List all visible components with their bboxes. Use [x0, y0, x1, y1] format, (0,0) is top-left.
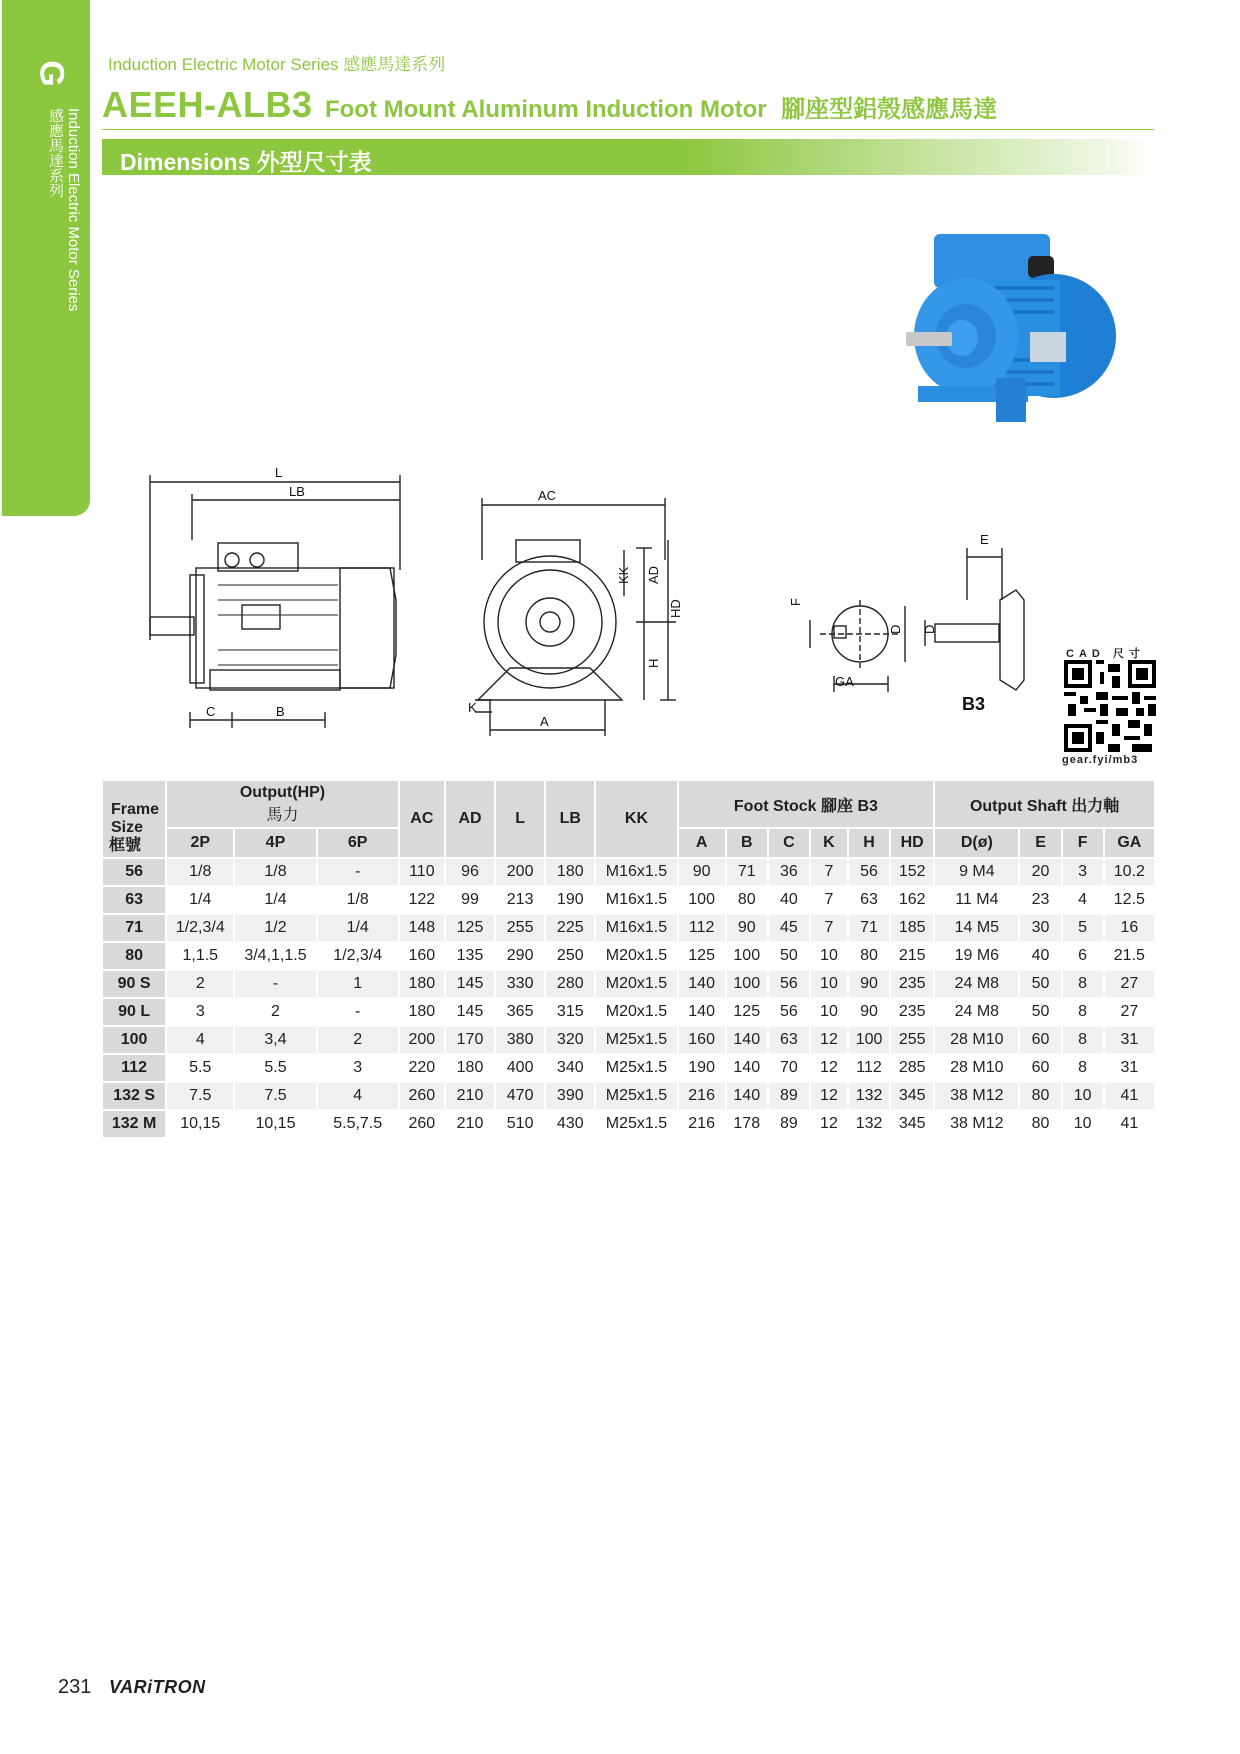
header-output — [166, 780, 399, 828]
table-cell: 162 — [890, 886, 934, 914]
brand-logo: VARiTRON — [108, 1677, 206, 1697]
table-cell: 255 — [495, 914, 545, 942]
table-cell: 135 — [445, 942, 495, 970]
frame-cn-label: 框號 — [109, 837, 142, 854]
header-f: F — [1062, 828, 1104, 858]
table-cell: 260 — [399, 1110, 445, 1138]
table-cell: 28 M10 — [934, 1054, 1019, 1082]
table-cell: 290 — [495, 942, 545, 970]
header-hd: HD — [890, 828, 934, 858]
table-cell: 210 — [445, 1082, 495, 1110]
table-cell: 122 — [399, 886, 445, 914]
table-cell: 140 — [726, 1026, 768, 1054]
table-cell: 5.5 — [234, 1054, 316, 1082]
title-divider — [102, 129, 1154, 130]
table-cell: 90 — [726, 914, 768, 942]
table-cell: 255 — [890, 1026, 934, 1054]
table-cell: 235 — [890, 970, 934, 998]
header-output-hp: Output(HP) — [239, 783, 326, 801]
table-cell: M16x1.5 — [595, 886, 677, 914]
series-heading: Induction Electric Motor Series 感應馬達系列 — [108, 55, 446, 74]
dim-label-kk: KK — [616, 566, 631, 584]
table-cell: 1 — [317, 970, 399, 998]
model-description-cn: 腳座型鋁殼感應馬達 — [781, 96, 998, 123]
table-row — [102, 1110, 1155, 1138]
table-cell: 260 — [399, 1082, 445, 1110]
table-cell: 213 — [495, 886, 545, 914]
table-cell: 27 — [1104, 998, 1155, 1026]
frame-size-cell: 100 — [102, 1026, 166, 1054]
table-cell: 160 — [678, 1026, 726, 1054]
table-cell: 5.5 — [166, 1054, 234, 1082]
header-h: H — [848, 828, 890, 858]
table-cell: 90 — [848, 970, 890, 998]
table-cell: 80 — [1019, 1110, 1061, 1138]
table-cell: 340 — [545, 1054, 595, 1082]
table-cell: 190 — [678, 1054, 726, 1082]
table-cell: 3 — [166, 998, 234, 1026]
table-cell: 38 M12 — [934, 1082, 1019, 1110]
table-cell: 216 — [678, 1082, 726, 1110]
table-cell: 145 — [445, 998, 495, 1026]
shaft-side-drawing — [925, 548, 1024, 690]
table-cell: M20x1.5 — [595, 970, 677, 998]
table-cell: 12 — [810, 1110, 848, 1138]
table-cell: 140 — [726, 1082, 768, 1110]
table-cell: 4 — [1062, 886, 1104, 914]
table-cell: M25x1.5 — [595, 1110, 677, 1138]
header-foot-stock: Foot Stock 腳座 B3 — [678, 780, 935, 828]
table-cell: 10,15 — [234, 1110, 316, 1138]
header-output-cn: 馬力 — [266, 806, 299, 824]
table-cell: 7 — [810, 914, 848, 942]
table-cell: M25x1.5 — [595, 1054, 677, 1082]
table-cell: 23 — [1019, 886, 1061, 914]
table-cell: 180 — [399, 998, 445, 1026]
table-cell: 170 — [445, 1026, 495, 1054]
dim-label-d-shaft: D — [922, 624, 937, 634]
table-cell: 63 — [768, 1026, 810, 1054]
table-cell: 50 — [1019, 970, 1061, 998]
table-cell: 200 — [495, 858, 545, 886]
header-a: A — [678, 828, 726, 858]
dim-label-c: C — [206, 704, 216, 719]
frame-size-cell: 90 S — [102, 970, 166, 998]
table-cell: 40 — [1019, 942, 1061, 970]
table-row — [102, 998, 1155, 1026]
page-number: 231 — [58, 1676, 92, 1698]
table-cell: 4 — [317, 1082, 399, 1110]
header-frame-line1: Frame — [111, 801, 160, 818]
table-cell: 1/8 — [234, 858, 316, 886]
table-cell: 36 — [768, 858, 810, 886]
table-cell: 380 — [495, 1026, 545, 1054]
table-cell: 1/2,3/4 — [166, 914, 234, 942]
table-cell: - — [317, 858, 399, 886]
table-cell: 24 M8 — [934, 970, 1019, 998]
table-cell: 6 — [1062, 942, 1104, 970]
table-cell: 56 — [848, 858, 890, 886]
table-cell: 125 — [445, 914, 495, 942]
table-cell: 285 — [890, 1054, 934, 1082]
header-lb: LB — [545, 780, 595, 858]
frame-size-cell: 80 — [102, 942, 166, 970]
table-row — [102, 858, 1155, 886]
table-cell: 400 — [495, 1054, 545, 1082]
table-cell: 63 — [848, 886, 890, 914]
table-cell: - — [234, 970, 316, 998]
dimensions-banner — [102, 139, 1154, 175]
table-cell: 132 — [848, 1110, 890, 1138]
header-frame-line2: Size — [111, 819, 144, 836]
table-cell: 12 — [810, 1082, 848, 1110]
dim-label-hd: HD — [668, 599, 683, 618]
header-2p: 2P — [166, 828, 234, 858]
table-cell: 12.5 — [1104, 886, 1155, 914]
table-row — [102, 914, 1155, 942]
table-cell: 152 — [890, 858, 934, 886]
table-cell: M16x1.5 — [595, 914, 677, 942]
table-cell: 7 — [810, 886, 848, 914]
table-cell: 185 — [890, 914, 934, 942]
table-cell: 10 — [1062, 1110, 1104, 1138]
table-cell: 100 — [726, 942, 768, 970]
table-cell: 10 — [810, 942, 848, 970]
table-cell: 1/2 — [234, 914, 316, 942]
dim-label-ad: AD — [646, 565, 661, 584]
table-cell: 2 — [234, 998, 316, 1026]
section-tab-text-cn: 感應馬達系列 — [47, 108, 64, 198]
table-row — [102, 1026, 1155, 1054]
table-cell: 41 — [1104, 1110, 1155, 1138]
table-cell: 125 — [678, 942, 726, 970]
table-cell: 1/4 — [234, 886, 316, 914]
table-cell: 10 — [1062, 1082, 1104, 1110]
page-footer — [58, 1676, 206, 1699]
dim-label-l: L — [275, 465, 283, 480]
dim-label-d-section: D — [888, 624, 903, 634]
cad-label: CAD 尺寸 — [1066, 648, 1145, 660]
table-cell: 16 — [1104, 914, 1155, 942]
table-cell: 9 M4 — [934, 858, 1019, 886]
header-output-shaft: Output Shaft 出力軸 — [934, 780, 1155, 828]
table-cell: 125 — [726, 998, 768, 1026]
table-cell: 330 — [495, 970, 545, 998]
table-cell: 180 — [399, 970, 445, 998]
dim-label-f: F — [788, 598, 803, 606]
table-cell: 8 — [1062, 970, 1104, 998]
table-cell: 250 — [545, 942, 595, 970]
model-name: AEEH-ALB3 — [102, 84, 313, 125]
section-tab-text — [46, 108, 82, 311]
table-cell: 60 — [1019, 1026, 1061, 1054]
table-cell: 14 M5 — [934, 914, 1019, 942]
table-cell: 20 — [1019, 858, 1061, 886]
table-cell: 99 — [445, 886, 495, 914]
table-cell: 4 — [166, 1026, 234, 1054]
table-cell: 40 — [768, 886, 810, 914]
table-cell: 225 — [545, 914, 595, 942]
table-cell: 3 — [1062, 858, 1104, 886]
table-cell: 140 — [678, 970, 726, 998]
table-cell: 12 — [810, 1026, 848, 1054]
frame-size-cell: 132 M — [102, 1110, 166, 1138]
section-tab-text-en: Induction Electric Motor Series — [65, 108, 82, 312]
table-cell: 100 — [678, 886, 726, 914]
table-cell: 10 — [810, 998, 848, 1026]
table-cell: 2 — [317, 1026, 399, 1054]
table-cell: 315 — [545, 998, 595, 1026]
table-cell: 10,15 — [166, 1110, 234, 1138]
table-cell: 1/4 — [317, 914, 399, 942]
table-cell: 71 — [848, 914, 890, 942]
table-cell: 1/8 — [166, 858, 234, 886]
table-cell: M25x1.5 — [595, 1026, 677, 1054]
table-cell: 90 — [848, 998, 890, 1026]
table-cell: 89 — [768, 1082, 810, 1110]
table-cell: 145 — [445, 970, 495, 998]
table-cell: 80 — [1019, 1082, 1061, 1110]
table-cell: 80 — [848, 942, 890, 970]
table-cell: 190 — [545, 886, 595, 914]
frame-size-cell: 132 S — [102, 1082, 166, 1110]
table-cell: 235 — [890, 998, 934, 1026]
table-cell: 90 — [678, 858, 726, 886]
header-d: D(ø) — [934, 828, 1019, 858]
side-view-drawing — [150, 475, 400, 728]
table-cell: 56 — [768, 970, 810, 998]
header-l: L — [495, 780, 545, 858]
section-letter: G — [32, 60, 71, 87]
table-cell: 8 — [1062, 998, 1104, 1026]
table-cell: 132 — [848, 1082, 890, 1110]
dimension-table — [101, 779, 1156, 1139]
dimensions-heading: Dimensions 外型尺寸表 — [120, 149, 372, 175]
table-cell: 100 — [726, 970, 768, 998]
table-cell: 3 — [317, 1054, 399, 1082]
table-cell: 5 — [1062, 914, 1104, 942]
table-cell: 21.5 — [1104, 942, 1155, 970]
table-cell: M20x1.5 — [595, 998, 677, 1026]
mount-type-label: B3 — [962, 694, 986, 714]
table-cell: 8 — [1062, 1054, 1104, 1082]
header-b: B — [726, 828, 768, 858]
dim-label-h: H — [646, 658, 661, 668]
dim-label-a: A — [540, 714, 549, 729]
table-cell: 148 — [399, 914, 445, 942]
table-cell: 2 — [166, 970, 234, 998]
table-row — [102, 1082, 1155, 1110]
header-4p: 4P — [234, 828, 316, 858]
header-c: C — [768, 828, 810, 858]
cad-url[interactable]: gear.fyi/mb3 — [1062, 754, 1139, 766]
dim-label-e: E — [980, 532, 989, 547]
front-view-drawing — [475, 498, 676, 736]
table-cell: 96 — [445, 858, 495, 886]
table-cell: 71 — [726, 858, 768, 886]
table-cell: 7.5 — [234, 1082, 316, 1110]
table-cell: 210 — [445, 1110, 495, 1138]
table-cell: 1,1.5 — [166, 942, 234, 970]
frame-size-cell: 90 L — [102, 998, 166, 1026]
dim-label-k: K — [468, 700, 477, 715]
motor-photo-body — [906, 234, 1116, 422]
table-cell: 180 — [545, 858, 595, 886]
table-cell: 31 — [1104, 1054, 1155, 1082]
cad-qr-code[interactable] — [1064, 660, 1156, 752]
dim-label-ac: AC — [538, 488, 557, 503]
table-cell: 280 — [545, 970, 595, 998]
table-cell: 216 — [678, 1110, 726, 1138]
table-cell: M16x1.5 — [595, 858, 677, 886]
frame-size-cell: 56 — [102, 858, 166, 886]
table-cell: 19 M6 — [934, 942, 1019, 970]
table-cell: 31 — [1104, 1026, 1155, 1054]
dim-label-b: B — [276, 704, 285, 719]
frame-size-cell: 112 — [102, 1054, 166, 1082]
page-title — [102, 84, 997, 126]
table-cell: 320 — [545, 1026, 595, 1054]
header-ad: AD — [445, 780, 495, 858]
table-cell: 7 — [810, 858, 848, 886]
table-cell: 45 — [768, 914, 810, 942]
table-cell: 1/4 — [166, 886, 234, 914]
table-cell: 112 — [678, 914, 726, 942]
table-cell: 1/2,3/4 — [317, 942, 399, 970]
table-cell: 100 — [848, 1026, 890, 1054]
table-cell: 50 — [768, 942, 810, 970]
frame-size-cell: 71 — [102, 914, 166, 942]
table-cell: 11 M4 — [934, 886, 1019, 914]
motor-photo — [904, 228, 1120, 438]
table-cell: 8 — [1062, 1026, 1104, 1054]
table-cell: 38 M12 — [934, 1110, 1019, 1138]
table-cell: 10.2 — [1104, 858, 1155, 886]
table-cell: 220 — [399, 1054, 445, 1082]
table-cell: 430 — [545, 1110, 595, 1138]
header-kk: KK — [595, 780, 677, 858]
table-cell: M25x1.5 — [595, 1082, 677, 1110]
header-k: K — [810, 828, 848, 858]
table-cell: 345 — [890, 1110, 934, 1138]
table-cell: 80 — [726, 886, 768, 914]
table-cell: 510 — [495, 1110, 545, 1138]
table-row — [102, 970, 1155, 998]
table-cell: 5.5,7.5 — [317, 1110, 399, 1138]
table-cell: 178 — [726, 1110, 768, 1138]
table-cell: 89 — [768, 1110, 810, 1138]
table-cell: 345 — [890, 1082, 934, 1110]
table-cell: 12 — [810, 1054, 848, 1082]
table-cell: - — [317, 998, 399, 1026]
table-cell: 180 — [445, 1054, 495, 1082]
table-cell: 140 — [726, 1054, 768, 1082]
table-cell: 60 — [1019, 1054, 1061, 1082]
dim-label-ga: GA — [835, 674, 854, 689]
header-ga: GA — [1104, 828, 1155, 858]
table-cell: 140 — [678, 998, 726, 1026]
table-row — [102, 942, 1155, 970]
table-cell: 56 — [768, 998, 810, 1026]
table-cell: 160 — [399, 942, 445, 970]
table-cell: 30 — [1019, 914, 1061, 942]
frame-size-cell: 63 — [102, 886, 166, 914]
model-description: Foot Mount Aluminum Induction Motor — [324, 96, 767, 123]
table-cell: 50 — [1019, 998, 1061, 1026]
header-6p: 6P — [317, 828, 399, 858]
table-cell: 1/8 — [317, 886, 399, 914]
table-cell: 70 — [768, 1054, 810, 1082]
table-cell: 7.5 — [166, 1082, 234, 1110]
table-cell: 112 — [848, 1054, 890, 1082]
header-e: E — [1019, 828, 1061, 858]
table-cell: 28 M10 — [934, 1026, 1019, 1054]
table-cell: 24 M8 — [934, 998, 1019, 1026]
table-cell: 200 — [399, 1026, 445, 1054]
table-cell: 3,4 — [234, 1026, 316, 1054]
shaft-section-drawing — [810, 600, 905, 692]
header-ac: AC — [399, 780, 445, 858]
table-cell: 470 — [495, 1082, 545, 1110]
table-cell: 41 — [1104, 1082, 1155, 1110]
table-row — [102, 1054, 1155, 1082]
table-cell: 215 — [890, 942, 934, 970]
table-row — [102, 886, 1155, 914]
table-cell: 3/4,1,1.5 — [234, 942, 316, 970]
table-cell: 110 — [399, 858, 445, 886]
table-cell: 10 — [810, 970, 848, 998]
table-cell: 27 — [1104, 970, 1155, 998]
table-cell: 365 — [495, 998, 545, 1026]
section-tab — [2, 0, 90, 516]
table-cell: M20x1.5 — [595, 942, 677, 970]
table-cell: 390 — [545, 1082, 595, 1110]
dim-label-lb: LB — [289, 484, 305, 499]
